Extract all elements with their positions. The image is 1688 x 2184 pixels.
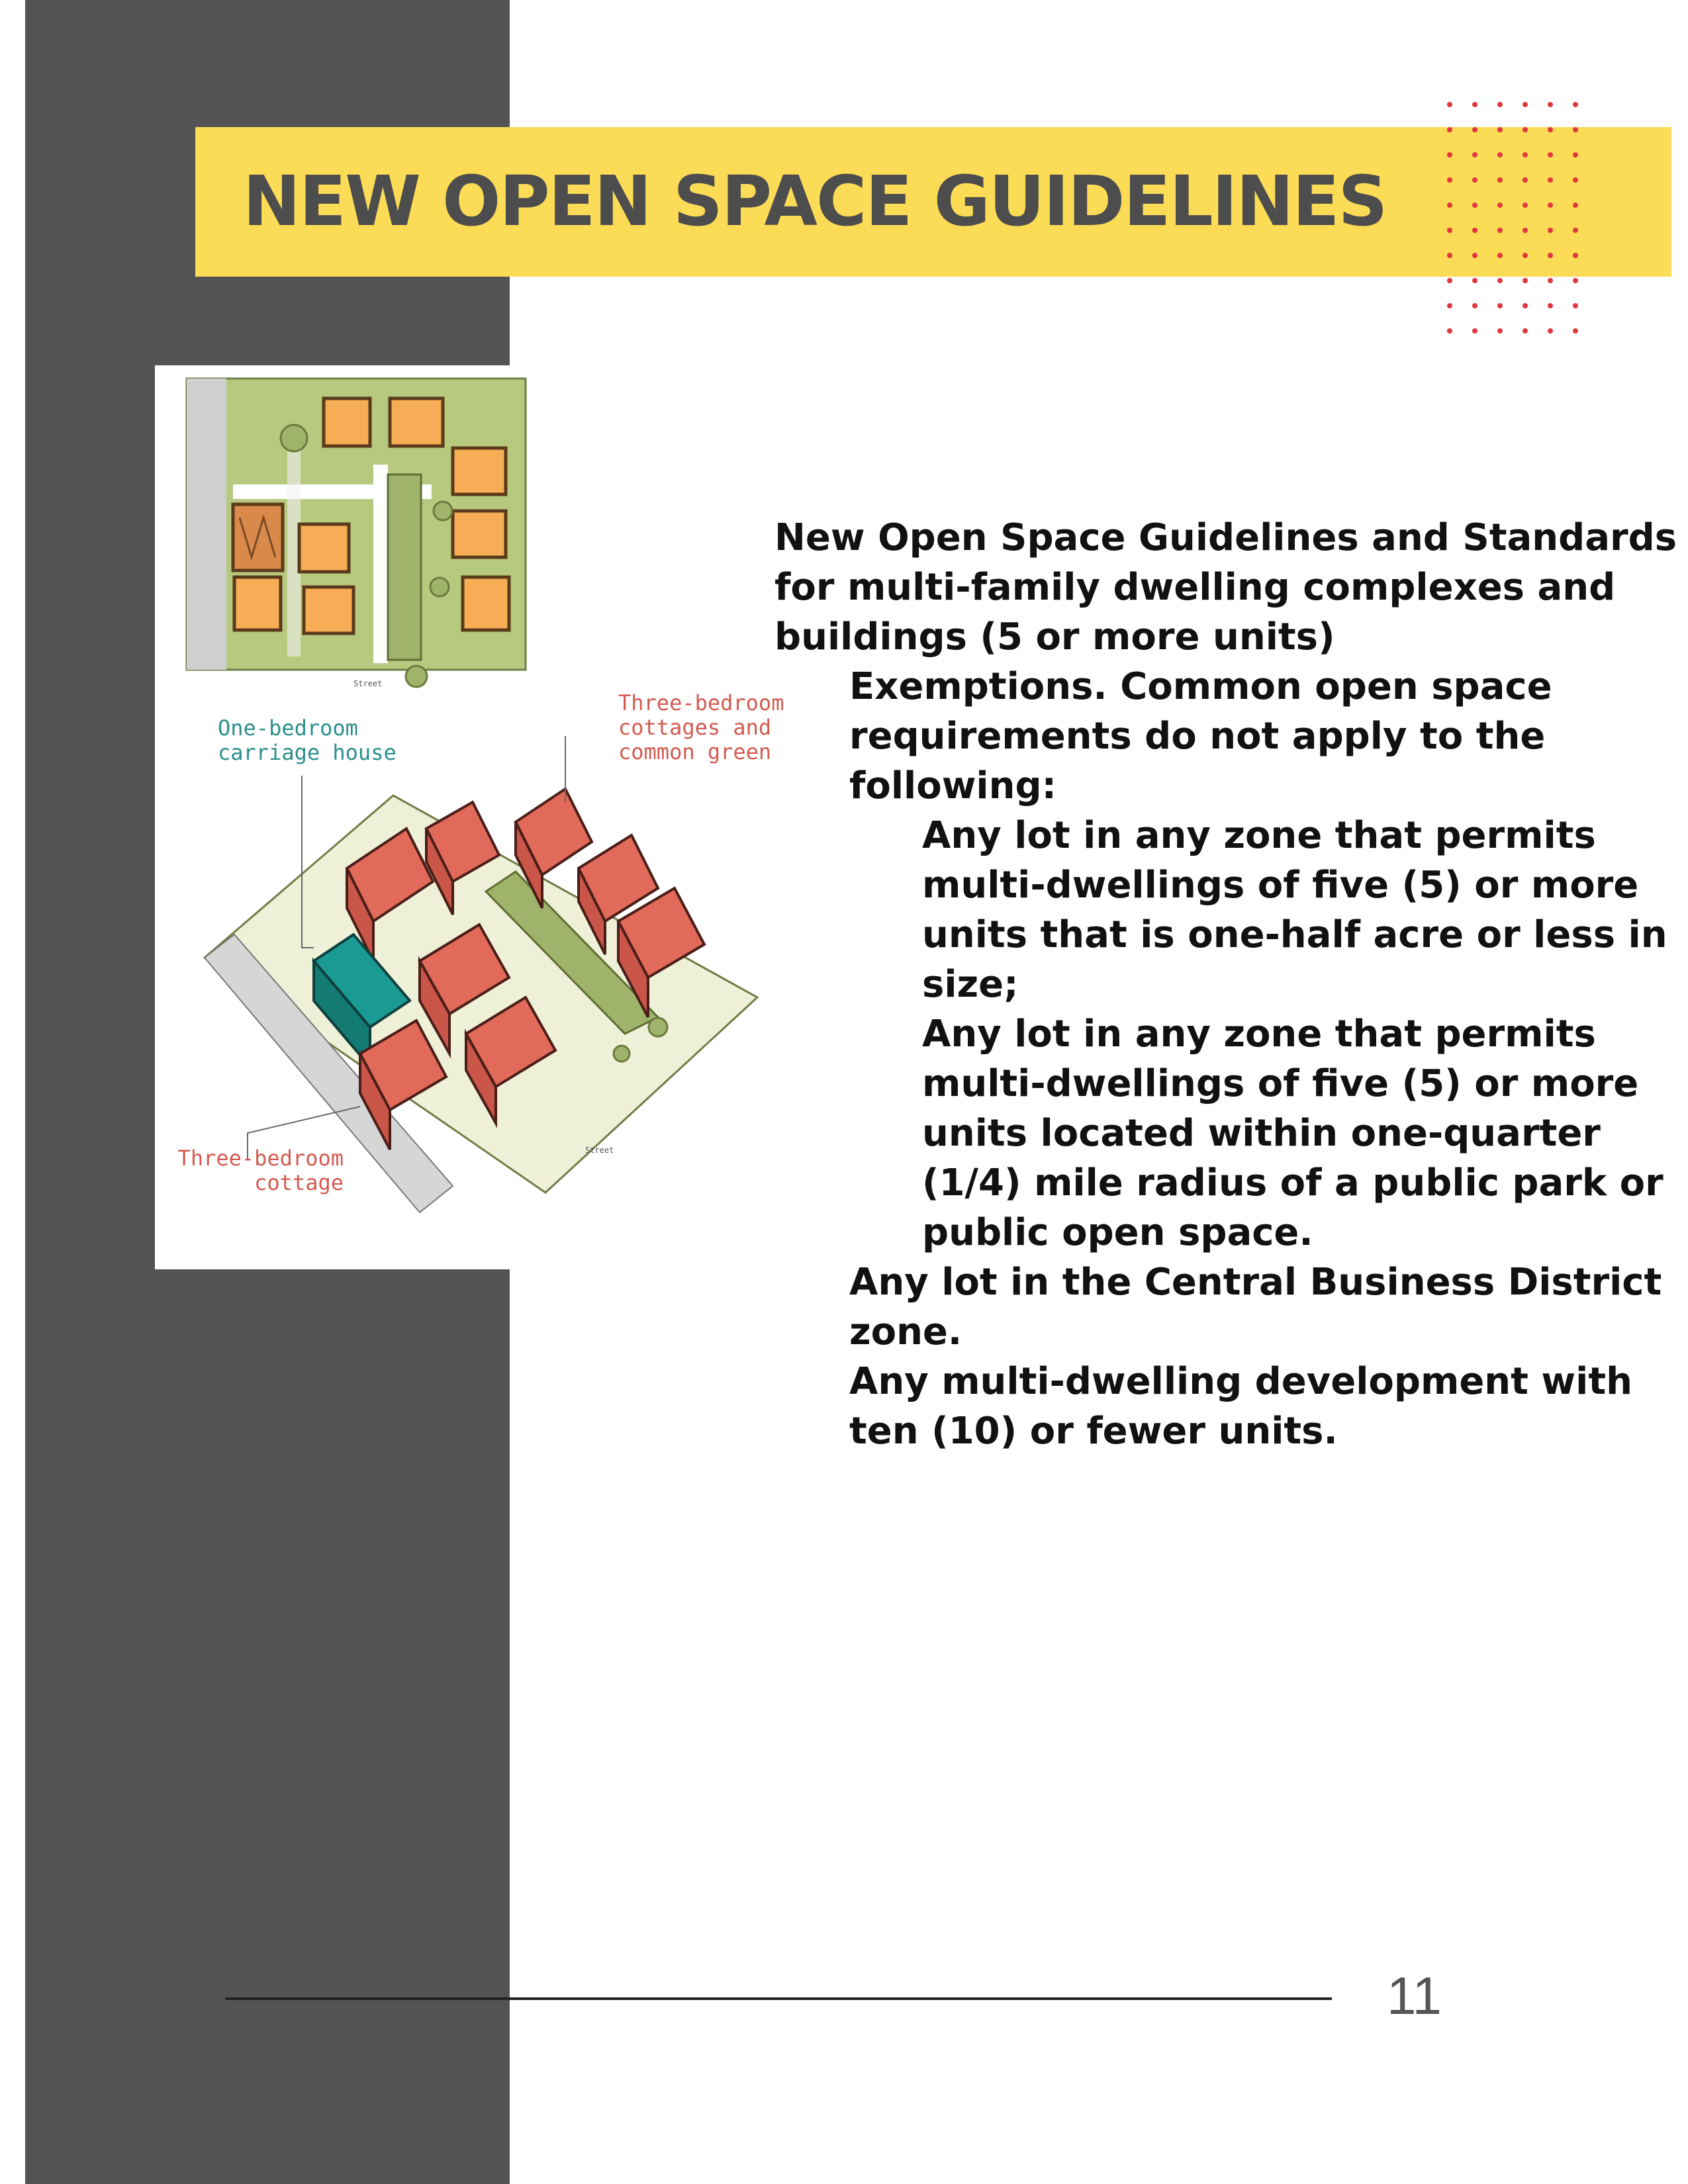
decorative-dot: [1573, 228, 1578, 233]
decorative-dot: [1573, 102, 1578, 107]
decorative-dot: [1497, 328, 1503, 334]
decorative-dot: [1523, 203, 1528, 208]
decorative-dot: [1497, 253, 1503, 258]
decorative-dot: [1497, 152, 1503, 158]
decorative-dot: [1447, 127, 1452, 132]
site-plan-illustration: [155, 365, 817, 1269]
decorative-dot: [1523, 152, 1528, 158]
decorative-dot: [1548, 177, 1553, 183]
exemption-item-2-line: public open space.: [922, 1211, 1313, 1254]
decorative-dot: [1497, 203, 1503, 208]
label-line: carriage house: [218, 739, 397, 765]
decorative-dot: [1548, 303, 1553, 308]
decorative-dot: [1548, 253, 1553, 258]
exemption-item-3-line: Any lot in the Central Business District: [849, 1261, 1662, 1304]
intro-line: buildings (5 or more units): [774, 615, 1335, 659]
exemptions-line: requirements do not apply to the: [849, 715, 1546, 758]
decorative-dot: [1472, 152, 1477, 158]
decorative-dot: [1523, 303, 1528, 308]
decorative-dot: [1548, 203, 1553, 208]
decorative-dot: [1523, 102, 1528, 107]
decorative-dot: [1548, 152, 1553, 158]
decorative-dot: [1472, 177, 1477, 183]
decorative-dot: [1447, 303, 1452, 308]
decorative-dot: [1472, 303, 1477, 308]
decorative-dot: [1573, 278, 1578, 283]
decorative-dot: [1447, 102, 1452, 107]
decorative-dot: [1548, 102, 1553, 107]
decorative-dot: [1497, 278, 1503, 283]
decorative-dot: [1447, 152, 1452, 158]
decorative-dot: [1548, 127, 1553, 132]
decorative-dot: [1573, 303, 1578, 308]
decorative-dot: [1447, 278, 1452, 283]
decorative-dot: [1447, 177, 1452, 183]
label-line: One-bedroom: [218, 715, 358, 741]
exemption-item-1-line: units that is one-half acre or less in: [922, 913, 1667, 956]
label-line: cottages and: [618, 714, 772, 740]
decorative-dot: [1472, 253, 1477, 258]
axonometric-view: [205, 736, 757, 1212]
decorative-dot: [1472, 228, 1477, 233]
decorative-dot: [1497, 228, 1503, 233]
decorative-dot: [1497, 102, 1503, 107]
decorative-dot: [1523, 253, 1528, 258]
exemption-item-1-line: size;: [922, 963, 1019, 1006]
label-three-bedroom-cottages: [618, 691, 784, 764]
exemption-item-2-line: Any lot in any zone that permits: [922, 1013, 1596, 1056]
exemption-item-2-line: (1/4) mile radius of a public park or: [922, 1161, 1664, 1205]
exemption-item-3-line: zone.: [849, 1310, 962, 1353]
decorative-dot: [1573, 253, 1578, 258]
intro-line: New Open Space Guidelines and Standards: [774, 516, 1677, 559]
exemption-item-1-line: Any lot in any zone that permits: [922, 814, 1596, 857]
decorative-dot: [1548, 328, 1553, 334]
decorative-dot: [1548, 228, 1553, 233]
page-title: NEW OPEN SPACE GUIDELINES: [243, 161, 1387, 242]
decorative-dot: [1573, 152, 1578, 158]
intro-line: for multi-family dwelling complexes and: [774, 566, 1616, 609]
exemption-item-2-line: units located within one-quarter: [922, 1112, 1601, 1155]
exemptions-line: following:: [849, 764, 1056, 807]
label-line: cottage: [254, 1169, 344, 1195]
decorative-dot: [1497, 177, 1503, 183]
decorative-dot: [1472, 278, 1477, 283]
label-three-bedroom-cottage: [158, 1146, 344, 1195]
plan-view: [187, 379, 526, 688]
decorative-dot: [1523, 127, 1528, 132]
decorative-dot: [1548, 278, 1553, 283]
label-line: Three-bedroom: [618, 690, 784, 715]
exemption-item-4-line: ten (10) or fewer units.: [849, 1410, 1338, 1453]
exemption-item-1-line: multi-dwellings of five (5) or more: [922, 864, 1639, 907]
decorative-dot: [1472, 102, 1477, 107]
decorative-dot: [1573, 177, 1578, 183]
decorative-dot: [1523, 328, 1528, 334]
decorative-dot: [1447, 203, 1452, 208]
street-label-top: Street: [353, 679, 383, 688]
decorative-dot: [1497, 303, 1503, 308]
decorative-dot: [1573, 127, 1578, 132]
decorative-dot: [1472, 127, 1477, 132]
decorative-dot: [1447, 253, 1452, 258]
decorative-dot: [1472, 328, 1477, 334]
decorative-dot: [1573, 328, 1578, 334]
decorative-dot: [1447, 328, 1452, 334]
exemption-item-4-line: Any multi-dwelling development with: [849, 1360, 1632, 1403]
decorative-dot: [1523, 228, 1528, 233]
decorative-dot: [1497, 127, 1503, 132]
decorative-dot: [1447, 228, 1452, 233]
label-one-bedroom: [218, 716, 397, 765]
footer-divider: [225, 1997, 1332, 2000]
label-line: Three-bedroom: [177, 1146, 344, 1171]
street-label-bottom: Street: [585, 1146, 614, 1155]
site-plan-figure: [155, 365, 817, 1269]
page-number: 11: [1387, 1966, 1442, 2025]
decorative-dot: [1523, 278, 1528, 283]
decorative-dot-grid: [1443, 98, 1595, 349]
decorative-dot: [1573, 203, 1578, 208]
exemption-item-2-line: multi-dwellings of five (5) or more: [922, 1062, 1639, 1105]
decorative-dot: [1523, 177, 1528, 183]
decorative-dot: [1472, 203, 1477, 208]
label-line: common green: [618, 739, 772, 764]
exemptions-line: Exemptions. Common open space: [849, 665, 1552, 708]
